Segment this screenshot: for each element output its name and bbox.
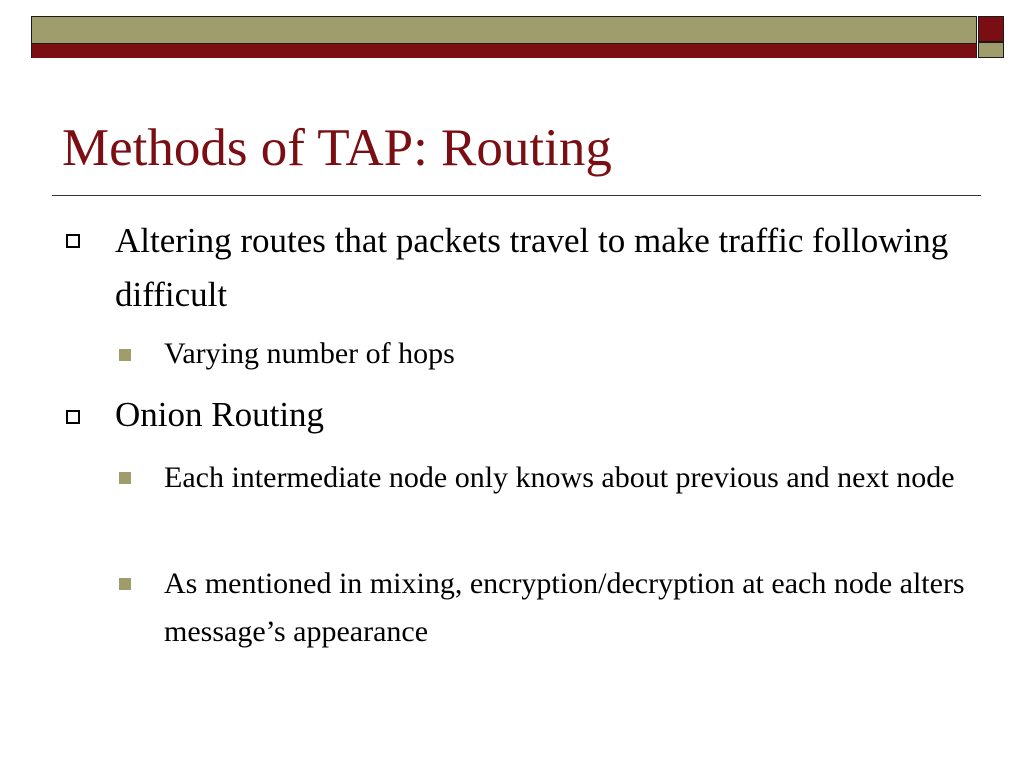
bullet-item xyxy=(62,214,962,322)
hollow-square-icon xyxy=(66,410,80,424)
sub-bullet-item xyxy=(118,560,978,656)
filled-square-icon xyxy=(119,349,131,361)
slide-title: Methods of TAP: Routing xyxy=(62,119,612,177)
sub-bullet-text: Each intermediate node only knows about previous and next node xyxy=(164,461,955,494)
sub-bullet-text: Varying number of hops xyxy=(164,337,455,370)
sub-bullet-item xyxy=(118,454,978,502)
bullet-text: Onion Routing xyxy=(115,395,325,434)
filled-square-icon xyxy=(119,472,131,484)
bullet-text: Altering routes that packets travel to make traffic following difficult xyxy=(115,221,949,314)
sub-bullet-text: As mentioned in mixing, encryption/decryption at each node alters message’s appearance xyxy=(164,567,965,648)
filled-square-icon xyxy=(119,578,131,590)
hollow-square-icon xyxy=(66,234,80,248)
bullet-item xyxy=(62,388,962,442)
sub-bullet-item xyxy=(118,330,978,378)
